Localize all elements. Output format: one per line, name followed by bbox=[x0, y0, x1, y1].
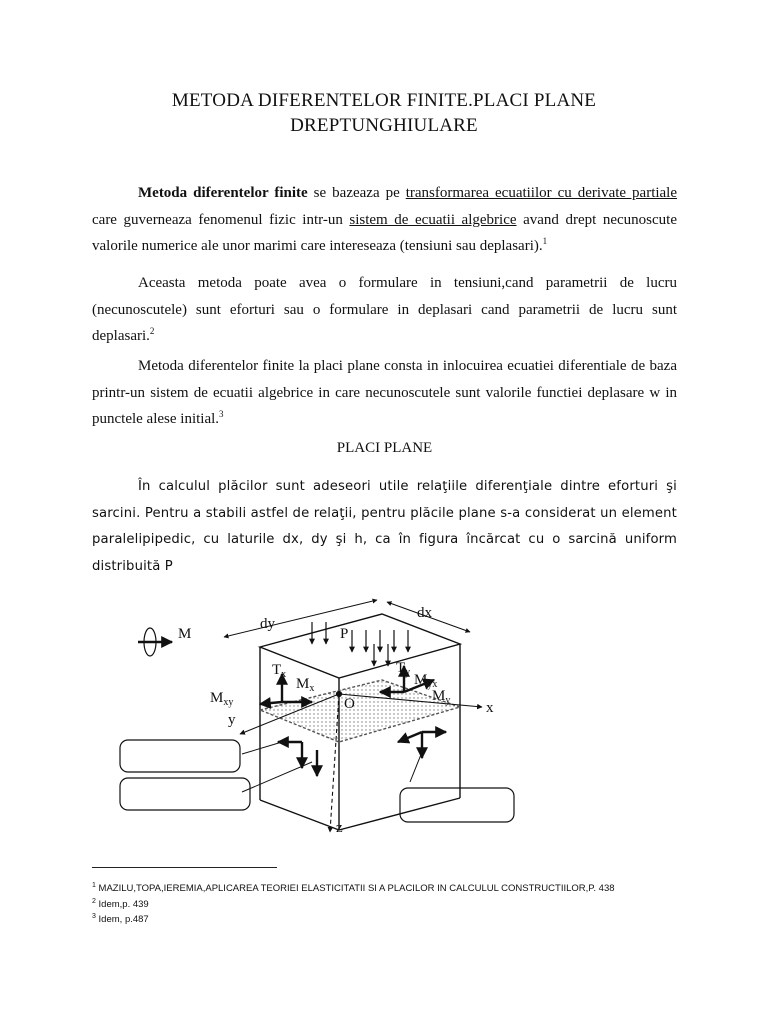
label-Mxy: $M_{xy}$ bbox=[210, 690, 234, 708]
underlined-term-2: sistem de ecuatii algebrice bbox=[349, 211, 517, 228]
footnote-separator bbox=[92, 867, 277, 868]
footnote-2: $^2$ Idem,p. 439 bbox=[92, 897, 149, 910]
page-title bbox=[80, 88, 688, 138]
title-line-1: METODA DIFERENTELOR FINITE.PLACI PLANE bbox=[171, 90, 597, 111]
expr-box-2 bbox=[120, 778, 250, 810]
paragraph-2 bbox=[92, 270, 677, 350]
box-top-face bbox=[260, 614, 460, 678]
label-x-axis: x bbox=[486, 700, 494, 716]
footnotes bbox=[92, 880, 692, 927]
p2-text: Aceasta metoda poate avea o formulare in tensiuni,cand parametrii de lucru (necunoscutele) sunt eforturi sau o formulare in deplasari cand parametrii de lucru sunt deplasari. bbox=[92, 275, 677, 344]
paragraph-1 bbox=[92, 180, 677, 260]
label-z-axis: z bbox=[336, 820, 343, 836]
plate-element-figure bbox=[112, 592, 672, 842]
footnote-3: $^3$ Idem, p.487 bbox=[92, 913, 149, 926]
label-O: O bbox=[344, 696, 355, 712]
footnote-1: $^1$ MAZILU,TOPA,IEREMIA,APLICAREA TEORIEI ELASTICITATII SI A PLACILOR IN CALCULUL CONSTRUCTIILOR,P. 438 bbox=[92, 882, 615, 895]
label-Tx: $T_x$ bbox=[272, 662, 287, 680]
paragraph-3 bbox=[92, 353, 677, 433]
p1-text-2: care guverneaza fenomenul fizic intr-un bbox=[92, 211, 350, 228]
section-heading: PLACI PLANE bbox=[336, 440, 433, 456]
expr-box-3 bbox=[400, 788, 514, 822]
bold-term: Metoda diferentelor finite bbox=[138, 185, 308, 201]
label-Ty: $T_y$ bbox=[396, 660, 411, 678]
footnote-ref-2: 2 bbox=[149, 326, 155, 336]
label-P: P bbox=[340, 626, 349, 642]
label-Mx: $M_x$ bbox=[296, 676, 315, 694]
label-dx: dx bbox=[417, 605, 432, 621]
p1-text-3: avand drept necunoscute valorile numerice ale unor marimi care intereseaza (tensiuni sau deplasari). bbox=[92, 211, 677, 254]
footnote-ref-1: 1 bbox=[542, 236, 548, 246]
label-y-axis: y bbox=[228, 712, 236, 728]
footnote-ref-3: 3 bbox=[219, 409, 224, 419]
expr-box-1 bbox=[120, 740, 240, 772]
label-M: M bbox=[178, 626, 192, 642]
p1-text-1: se bazeaza pe bbox=[307, 185, 406, 201]
title-line-2: DREPTUNGHIULARE bbox=[290, 115, 478, 136]
label-dy: dy bbox=[260, 616, 275, 632]
p3-text: Metoda diferentelor finite la placi plane consta in inlocuirea ecuatiei diferentiale de baza printr-un sistem de ecuatii algebrice in care necunoscutele sunt valorile functiei deplasare w in punctele alese initial. bbox=[92, 358, 677, 427]
underlined-term-1: transformarea ecuatiilor cu derivate partiale bbox=[405, 185, 678, 201]
label-Myx: $M_{yx}$ bbox=[414, 672, 438, 690]
label-My: $M_y$ bbox=[432, 688, 451, 706]
p4-text: În calculul plăcilor sunt adeseori utile relaţiile diferenţiale dintre eforturi şi sarcini. Pentru a stabili astfel de relaţii, pentru plăcile plane s-a considerat un element paralelipipedic, cu laturile dx, dy şi h, ca în figura încărcat cu o sarcină uniform distribuită P bbox=[92, 479, 677, 574]
paragraph-4 bbox=[92, 474, 677, 580]
